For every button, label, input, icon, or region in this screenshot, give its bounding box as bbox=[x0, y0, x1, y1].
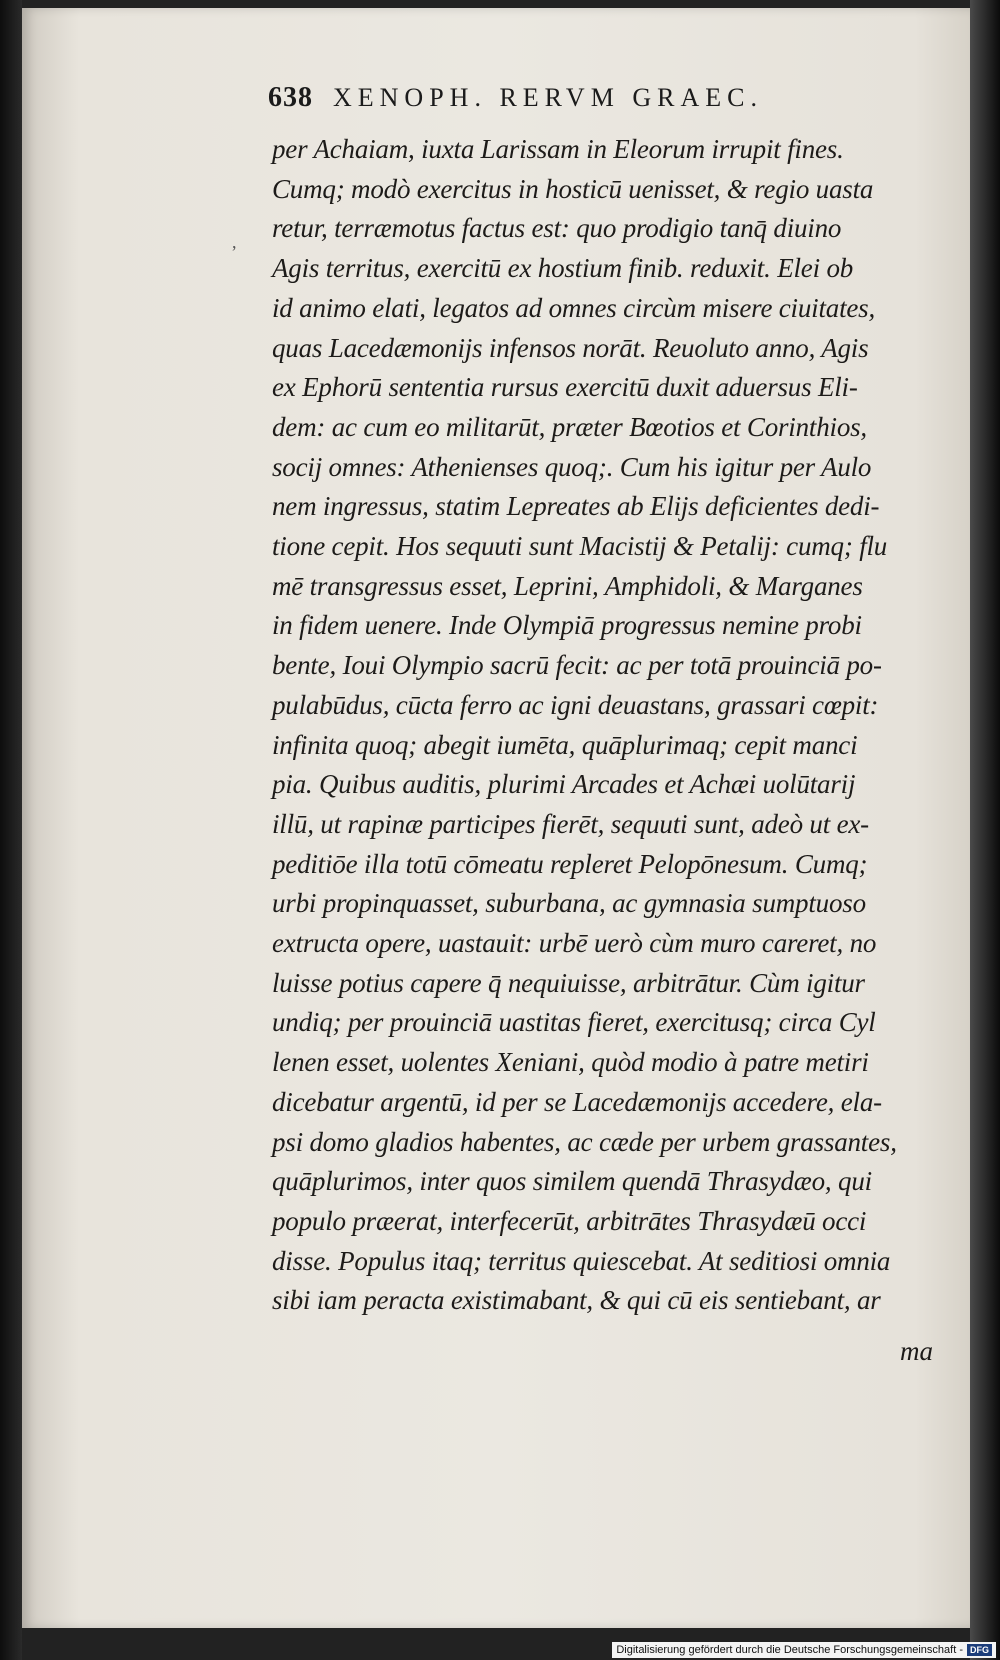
text-line: pia. Quibus auditis, plurimi Arcades et Achæi uolūtarij bbox=[272, 769, 856, 800]
text-line: nem ingressus, statim Lepreates ab Elijs deficientes dedi- bbox=[272, 491, 880, 522]
text-line: quas Lacedæmonijs infensos norāt. Reuoluto anno, Agis bbox=[272, 332, 869, 363]
text-line: sibi iam peracta existimabant, & qui cū eis sentiebant, ar bbox=[272, 1285, 881, 1316]
book-spine-edge bbox=[0, 0, 22, 1660]
text-line: dem: ac cum eo militarūt, præter Bœotios et Corinthios, bbox=[272, 411, 867, 442]
text-line: in fidem uenere. Inde Olympiā progressus nemine probi bbox=[272, 610, 862, 641]
body-text bbox=[272, 130, 952, 1321]
text-line: peditiōe illa totū cōmeatu repleret Pelopōnesum. Cumq; bbox=[272, 848, 868, 879]
text-line: lenen esset, uolentes Xeniani, quòd modio à patre metiri bbox=[272, 1047, 869, 1078]
text-line: ex Ephorū sententia rursus exercitū duxit aduersus Eli- bbox=[272, 372, 858, 403]
page-edge-shadow bbox=[970, 0, 1000, 1660]
text-line: tione cepit. Hos sequuti sunt Macistij & Petalij: cumq; flu bbox=[272, 531, 888, 562]
text-line: urbi propinquasset, suburbana, ac gymnasia sumptuoso bbox=[272, 888, 866, 919]
page-number: 638 bbox=[268, 82, 313, 113]
text-line: mē transgressus esset, Leprini, Amphidoli, & Marganes bbox=[272, 570, 863, 601]
text-line: Cumq; modò exercitus in hosticū uenisset, & regio uasta bbox=[272, 173, 874, 204]
running-title: XENOPH. RERVM GRAEC. bbox=[333, 83, 763, 112]
text-line: socij omnes: Athenienses quoq;. Cum his igitur per Aulo bbox=[272, 451, 872, 482]
text-line: bente, Ioui Olympio sacrū fecit: ac per totā prouinciā po- bbox=[272, 650, 882, 681]
digitization-footer bbox=[612, 1642, 996, 1658]
text-line: per Achaiam, iuxta Larissam in Eleorum irrupit fines. bbox=[272, 134, 844, 164]
text-line: id animo elati, legatos ad omnes circùm misere ciuitates, bbox=[272, 292, 876, 323]
text-line: disse. Populus itaq; territus quiescebat. At seditiosi omnia bbox=[272, 1245, 891, 1276]
text-line: quāplurimos, inter quos similem quendā Thrasydæo, qui bbox=[272, 1166, 872, 1197]
text-line: infinita quoq; abegit iumēta, quāplurimaq; cepit manci bbox=[272, 729, 858, 760]
page-header bbox=[268, 82, 828, 114]
text-line: dicebatur argentū, id per se Lacedæmonijs accedere, ela- bbox=[272, 1086, 882, 1117]
margin-mark: , bbox=[232, 232, 237, 252]
text-line: Agis territus, exercitū ex hostium finib. reduxit. Elei ob bbox=[272, 253, 854, 284]
text-line: retur, terræmotus factus est: quo prodigio tanq̄ diuino bbox=[272, 213, 842, 244]
catchword: ma bbox=[900, 1336, 933, 1366]
dfg-logo: DFG bbox=[967, 1644, 992, 1656]
text-line: undiq; per prouinciā uastitas fieret, exercitusq; circa Cyl bbox=[272, 1007, 876, 1038]
funding-credit: Digitalisierung gefördert durch die Deutsche Forschungsgemeinschaft - bbox=[616, 1644, 963, 1656]
text-line: pulabūdus, cūcta ferro ac igni deuastans, grassari cœpit: bbox=[272, 689, 879, 720]
text-line: psi domo gladios habentes, ac cæde per urbem grassantes, bbox=[272, 1126, 897, 1157]
text-line: luisse potius capere q̄ nequiuisse, arbitrātur. Cùm igitur bbox=[272, 967, 865, 998]
text-line: illū, ut rapinæ participes fierēt, sequuti sunt, adeò ut ex- bbox=[272, 808, 869, 839]
text-line: populo præerat, interfecerūt, arbitrātes Thrasydæū occi bbox=[272, 1205, 867, 1236]
text-line: extructa opere, uastauit: urbē uerò cùm muro careret, no bbox=[272, 928, 877, 959]
